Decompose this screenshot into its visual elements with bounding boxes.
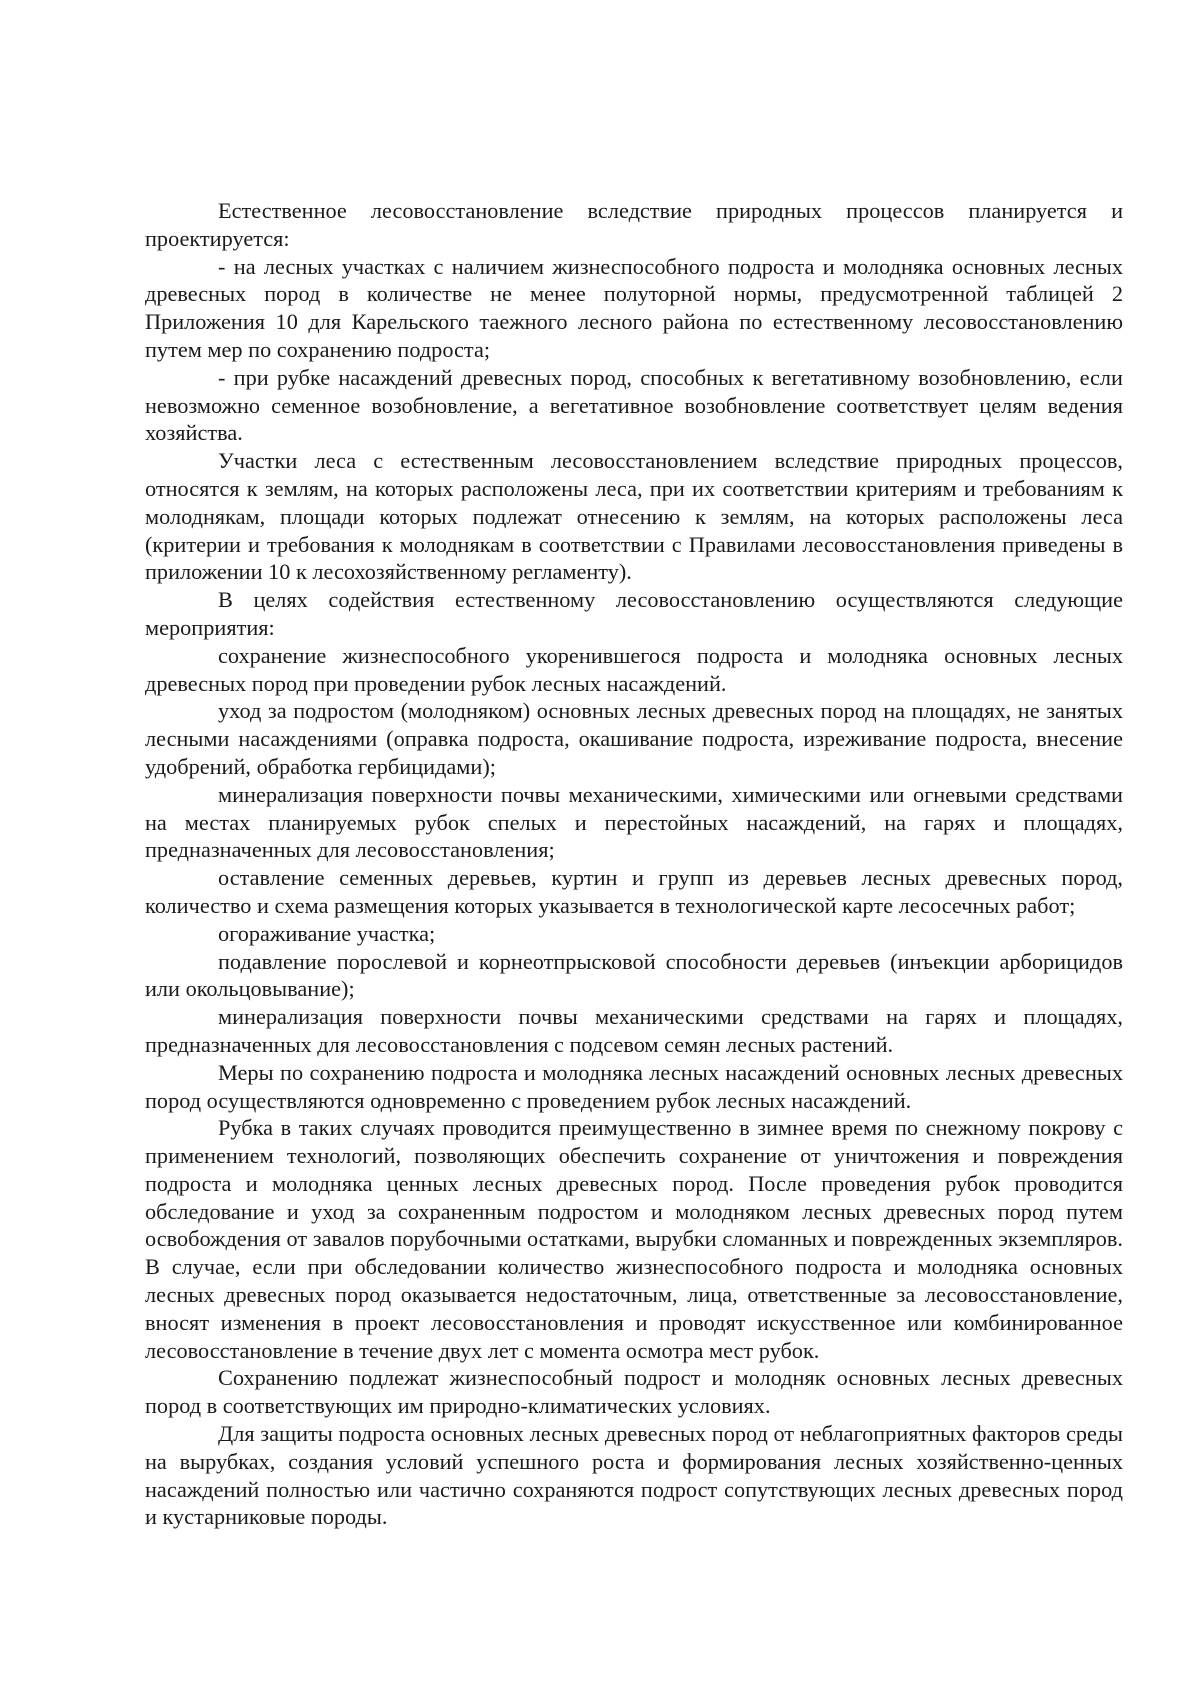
paragraph-measure-seed-trees: оставление семенных деревьев, куртин и групп из деревьев лесных древесных пород, количество и схема размещения которых указывается в технологической карте лесосечных работ; <box>145 865 1123 918</box>
paragraph-measure-soil-mineralization: минерализация поверхности почвы механическими, химическими или огневыми средствами на местах планируемых рубок спелых и перестойных насаждений, на гарях и площадях, предназначенных для лесовосстановления; <box>145 781 1123 863</box>
paragraph-measure-mineralization-seeding: минерализация поверхности почвы механическими средствами на гарях и площадях, предназначенных для лесовосстановления с подсевом семян лесных растений. <box>145 1004 1123 1057</box>
paragraph-preservation-during-felling: Меры по сохранению подроста и молодняка лесных насаждений основных лесных древесных пород осуществляются одновременно с проведением рубок лесных насаждений. <box>145 1059 1123 1113</box>
paragraph-vegetative-renewal: - при рубке насаждений древесных пород, способных к вегетативному возобновлению, если невозможно семенное возобновление, а вегетативное возобновление соответствует целям ведения хозяйства. <box>145 364 1123 446</box>
paragraph-measure-undergrowth-care: уход за подростом (молодняком) основных лесных древесных пород на площадях, не занятых лесными насаждениями (оправка подроста, окашивание подроста, изреживание подроста, внесение удобрений, обработка гербицидами); <box>145 698 1123 779</box>
paragraph-companion-species: Для защиты подроста основных лесных древесных пород от неблагоприятных факторов среды на вырубках, создания условий успешного роста и формирования лесных хозяйственно-ценных насаждений полностью или частично сохраняются подрост сопутствующих лесных древесных пород и кустарниковые породы. <box>145 1421 1123 1530</box>
document-page <box>145 197 1123 1531</box>
paragraph-measure-fencing: огораживание участка; <box>218 920 436 946</box>
paragraph-viable-undergrowth: Сохранению подлежат жизнеспособный подрост и молодняк основных лесных древесных пород в соответствующих им природно-климатических условиях. <box>145 1365 1123 1419</box>
paragraph-forest-land-criteria: Участки леса с естественным лесовосстановлением вследствие природных процессов, относятся к землям, на которых расположены леса, при их соответствии критериям и требованиям к молоднякам, площади которых подлежат отнесению к землям, на которых расположены леса (критерии и требования к молоднякам в соответствии с Правилами лесовосстановления приведены в приложении 10 к лесохозяйственному регламенту). <box>145 448 1123 585</box>
paragraph-assistance-measures-intro: В целях содействия естественному лесовосстановлению осуществляются следующие мероприятия: <box>145 587 1123 640</box>
paragraph-natural-reforestation-intro: Естественное лесовосстановление вследствие природных процессов планируется и проектируется: <box>145 198 1123 251</box>
paragraph-winter-felling: Рубка в таких случаях проводится преимущественно в зимнее время по снежному покрову с применением технологий, позволяющих обеспечить сохранение от уничтожения и повреждения подроста и молодняка ценных лесных древесных пород. После проведения рубок проводится обследование и уход за сохраненным подростом и молодняком лесных древесных пород путем освобождения от завалов порубочными остатками, вырубки сломанных и поврежденных экземпляров. В случае, если при обследовании количество жизнеспособного подроста и молодняка основных лесных древесных пород оказывается недостаточным, лица, ответственные за лесовосстановление, вносят изменения в проект лесовосстановления и проводят искусственное или комбинированное лесовосстановление в течение двух лет с момента осмотра мест рубок. <box>145 1115 1123 1363</box>
paragraph-undergrowth-plots: - на лесных участках с наличием жизнеспособного подроста и молодняка основных лесных древесных пород в количестве не менее полуторной нормы, предусмотренной таблицей 2 Приложения 10 для Карельского таежного лесного района по естественному лесовосстановлению путем мер по сохранению подроста; <box>145 253 1123 362</box>
paragraph-measure-sprout-suppression: подавление порослевой и корнеотпрысковой способности деревьев (инъекции арборицидов или окольцовывание); <box>145 948 1123 1002</box>
paragraph-measure-preservation: сохранение жизнеспособного укоренившегося подроста и молодняка основных лесных древесных пород при проведении рубок лесных насаждений. <box>145 642 1123 696</box>
